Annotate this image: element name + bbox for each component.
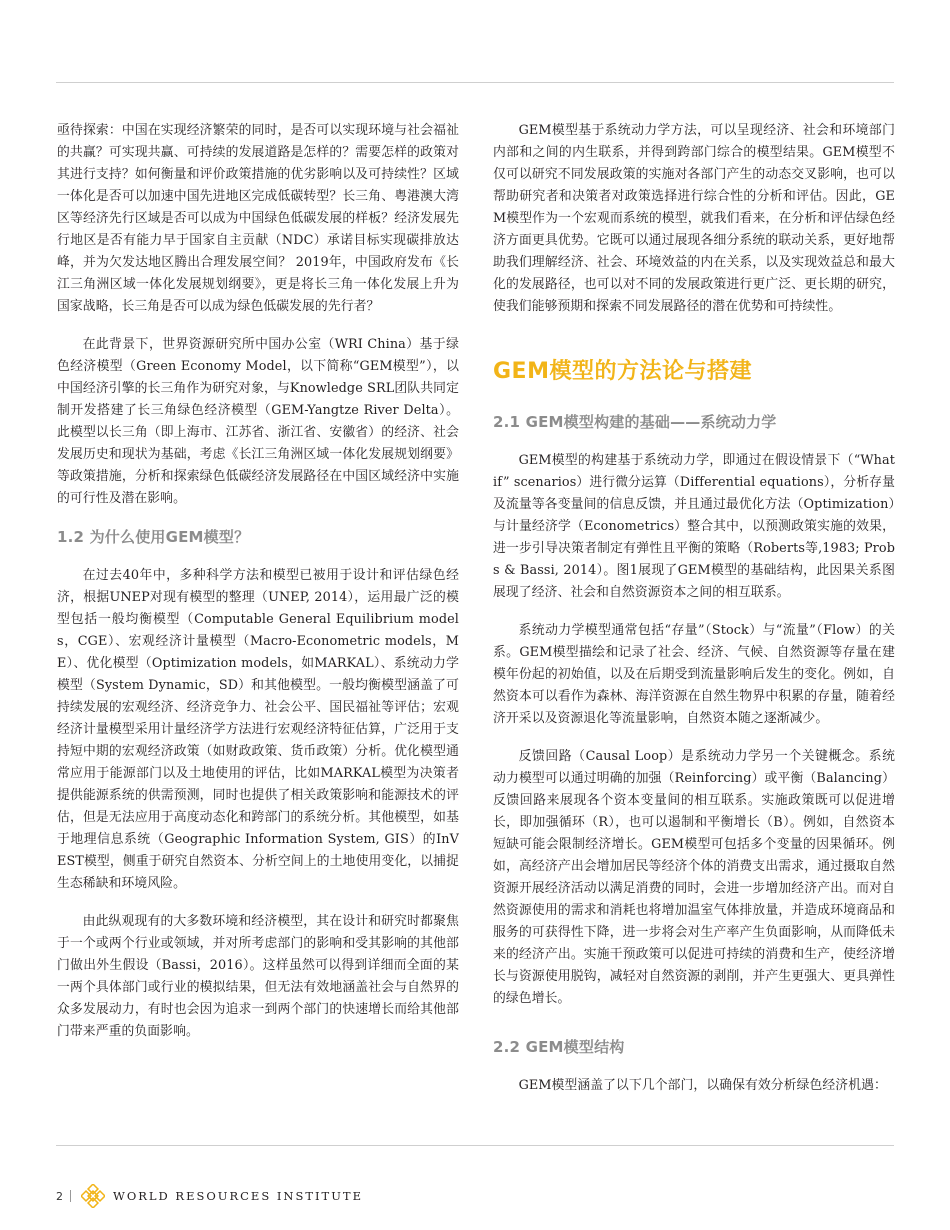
- subheading-2-1: 2.1 GEM模型构建的基础——系统动力学: [493, 413, 777, 431]
- paragraph: 系统动力学模型通常包括“存量”（Stock）与“流量”（Flow）的关系。GEM模型描绘和记录了社会、经济、气候、自然资源等存量在建模年份起的初始值，以及在后期受到流量影响后发生的变化。例如，自然资本可以看作为森林、海洋资源在自然生物界中积累的存量，随着经济开采以及资源退化等流量影响，自然资本随之逐渐减少。: [493, 623, 895, 726]
- paragraph: GEM模型基于系统动力学方法，可以呈现经济、社会和环境部门内部和之间的内生联系，并得到跨部门综合的模型结果。GEM模型不仅可以研究不同发展政策的实施对各部门产生的动态交叉影响，也可以帮助研究者和决策者对政策选择进行综合性的分析和评估。因此，GEM模型作为一个宏观而系统的模型，就我们看来，在分析和评估绿色经济方面更具优势。它既可以通过展现各细分系统的联动关系，更好地帮助我们理解经济、社会、环境效益的内在关系，以及实现效益总和最大化的发展路径，也可以对不同的发展政策进行更广泛、更长期的研究，使我们能够预期和探索不同发展路径的潜在优势和可持续性。: [493, 123, 895, 314]
- subheading-1-2: 1.2 为什么使用GEM模型？: [57, 528, 250, 546]
- page-footer: [56, 1184, 363, 1208]
- right-column: [493, 120, 895, 1113]
- paragraph: 由此纵观现有的大多数环境和经济模型，其在设计和研究时都聚焦于一个或两个行业或领域，并对所考虑部门的影响和受其影响的其他部门做出外生假设（Bassi，2016）。这样虽然可以得到详细而全面的某一两个具体部门或行业的模拟结果，但无法有效地涵盖社会与自然界的众多发展动力，有时也会因为追求一到两个部门的快速增长而给其他部门带来严重的负面影响。: [57, 914, 459, 1039]
- footer-divider: [70, 1190, 71, 1202]
- paragraph: 亟待探索：中国在实现经济繁荣的同时，是否可以实现环境与社会福祉的共赢？可实现共赢、可持续的发展道路是怎样的？需要怎样的政策对其进行支持？如何衡量和评价政策措施的优劣影响以及可持续性？区域一体化是否可以加速中国先进地区完成低碳转型？长三角、粤港澳大湾区等经济先行区域是否可以成为中国绿色低碳发展的样板？经济发展先行地区是否有能力早于国家自主贡献（NDC）承诺目标实现碳排放达峰，并为欠发达地区腾出合理发展空间？ 2019年，中国政府发布《长江三角洲区域一体化发展规划纲要》，更是将长三角一体化发展上升为国家战略，长三角是否可以成为绿色低碳发展的先行者？: [57, 123, 459, 314]
- page-number: 2: [56, 1189, 63, 1203]
- paragraph: 在过去40年中，多种科学方法和模型已被用于设计和评估绿色经济，根据UNEP对现有模型的整理（UNEP, 2014），运用最广泛的模型包括一般均衡模型（Computable General Equilibrium models，CGE）、宏观经济计量模型（Macro-Econometric models，ME）、优化模型（Optimization models，如MARKAL）、系统动力学模型（System Dynamic，SD）和其他模型。一般均衡模型涵盖了可持续发展的宏观经济、经济竞争力、社会公平、国民福祉等评估；宏观经济计量模型采用计量经济学方法进行宏观经济特征估算，广泛用于支持短中期的宏观经济政策（如财政政策、货币政策）分析。优化模型通常应用于能源部门以及土地使用的评估，比如MARKAL模型为决策者提供能源系统的供需预测，同时也提供了相关政策影响和能源技术的评估，但是无法应用于高度动态化和跨部门的系统分析。其他模型，如基于地理信息系统（Geographic Information System, GIS）的InVEST模型，侧重于研究自然资本、分析空间上的土地使用变化，以捕捉生态稀缺和环境风险。: [57, 568, 459, 891]
- left-column: [57, 120, 459, 1059]
- paragraph: GEM模型涵盖了以下几个部门，以确保有效分析绿色经济机遇：: [518, 1078, 887, 1093]
- paragraph: 在此背景下，世界资源研究所中国办公室（WRI China）基于绿色经济模型（Green Economy Model，以下简称“GEM模型”），以中国经济引擎的长三角作为研究对象，与Knowledge SRL团队共同定制开发搭建了长三角绿色经济模型（GEM-Yangtze River Delta）。此模型以长三角（即上海市、江苏省、浙江省、安徽省）的经济、社会发展历史和现状为基础，考虑《长江三角洲区域一体化发展规划纲要》等政策措施，分析和探索绿色低碳经济发展路径在中国区域经济中实施的可行性及潜在影响。: [57, 337, 459, 506]
- footer-rule: [56, 1145, 894, 1146]
- paragraph: GEM模型的构建基于系统动力学，即通过在假设情景下（“What if” scenarios）进行微分运算（Differential equations），分析存量及流量等各变量间的信息反馈，并且通过最优化方法（Optimization）与计量经济学（Econometrics）整合其中，以预测政策实施的效果，进一步引导决策者制定有弹性且平衡的策略（Roberts等,1983; Probs & Bassi, 2014）。图1展现了GEM模型的基础结构，此因果关系图展现了经济、社会和自然资源资本之间的相互联系。: [493, 453, 895, 600]
- section-heading: GEM模型的方法论与搭建: [493, 359, 752, 384]
- subheading-2-2: 2.2 GEM模型结构: [493, 1038, 625, 1056]
- paragraph: 反馈回路（Causal Loop）是系统动力学另一个关键概念。系统动力模型可以通过明确的加强（Reinforcing）或平衡（Balancing）反馈回路来展现各个资本变量间的相互联系。实施政策既可以促进增长，即加强循环（R），也可以遏制和平衡增长（B）。例如，自然资本短缺可能会限制经济增长。GEM模型可包括多个变量的因果循环。例如，高经济产出会增加居民等经济个体的消费支出需求，通过摄取自然资源开展经济活动以满足消费的同时，会进一步增加经济产出。而对自然资源使用的需求和消耗也将增加温室气体排放量，并造成环境商品和服务的可获得性下降，进一步将会对生产率产生负面影响，从而降低未来的经济产出。实施干预政策可以促进可持续的消费和生产，使经济增长与资源使用脱钩，减轻对自然资源的剥削，并产生更强大、更具弹性的绿色增长。: [493, 749, 895, 1006]
- wri-diamond-logo-icon: [81, 1184, 105, 1208]
- organization-name: WORLD RESOURCES INSTITUTE: [113, 1189, 363, 1203]
- header-rule: [56, 82, 894, 83]
